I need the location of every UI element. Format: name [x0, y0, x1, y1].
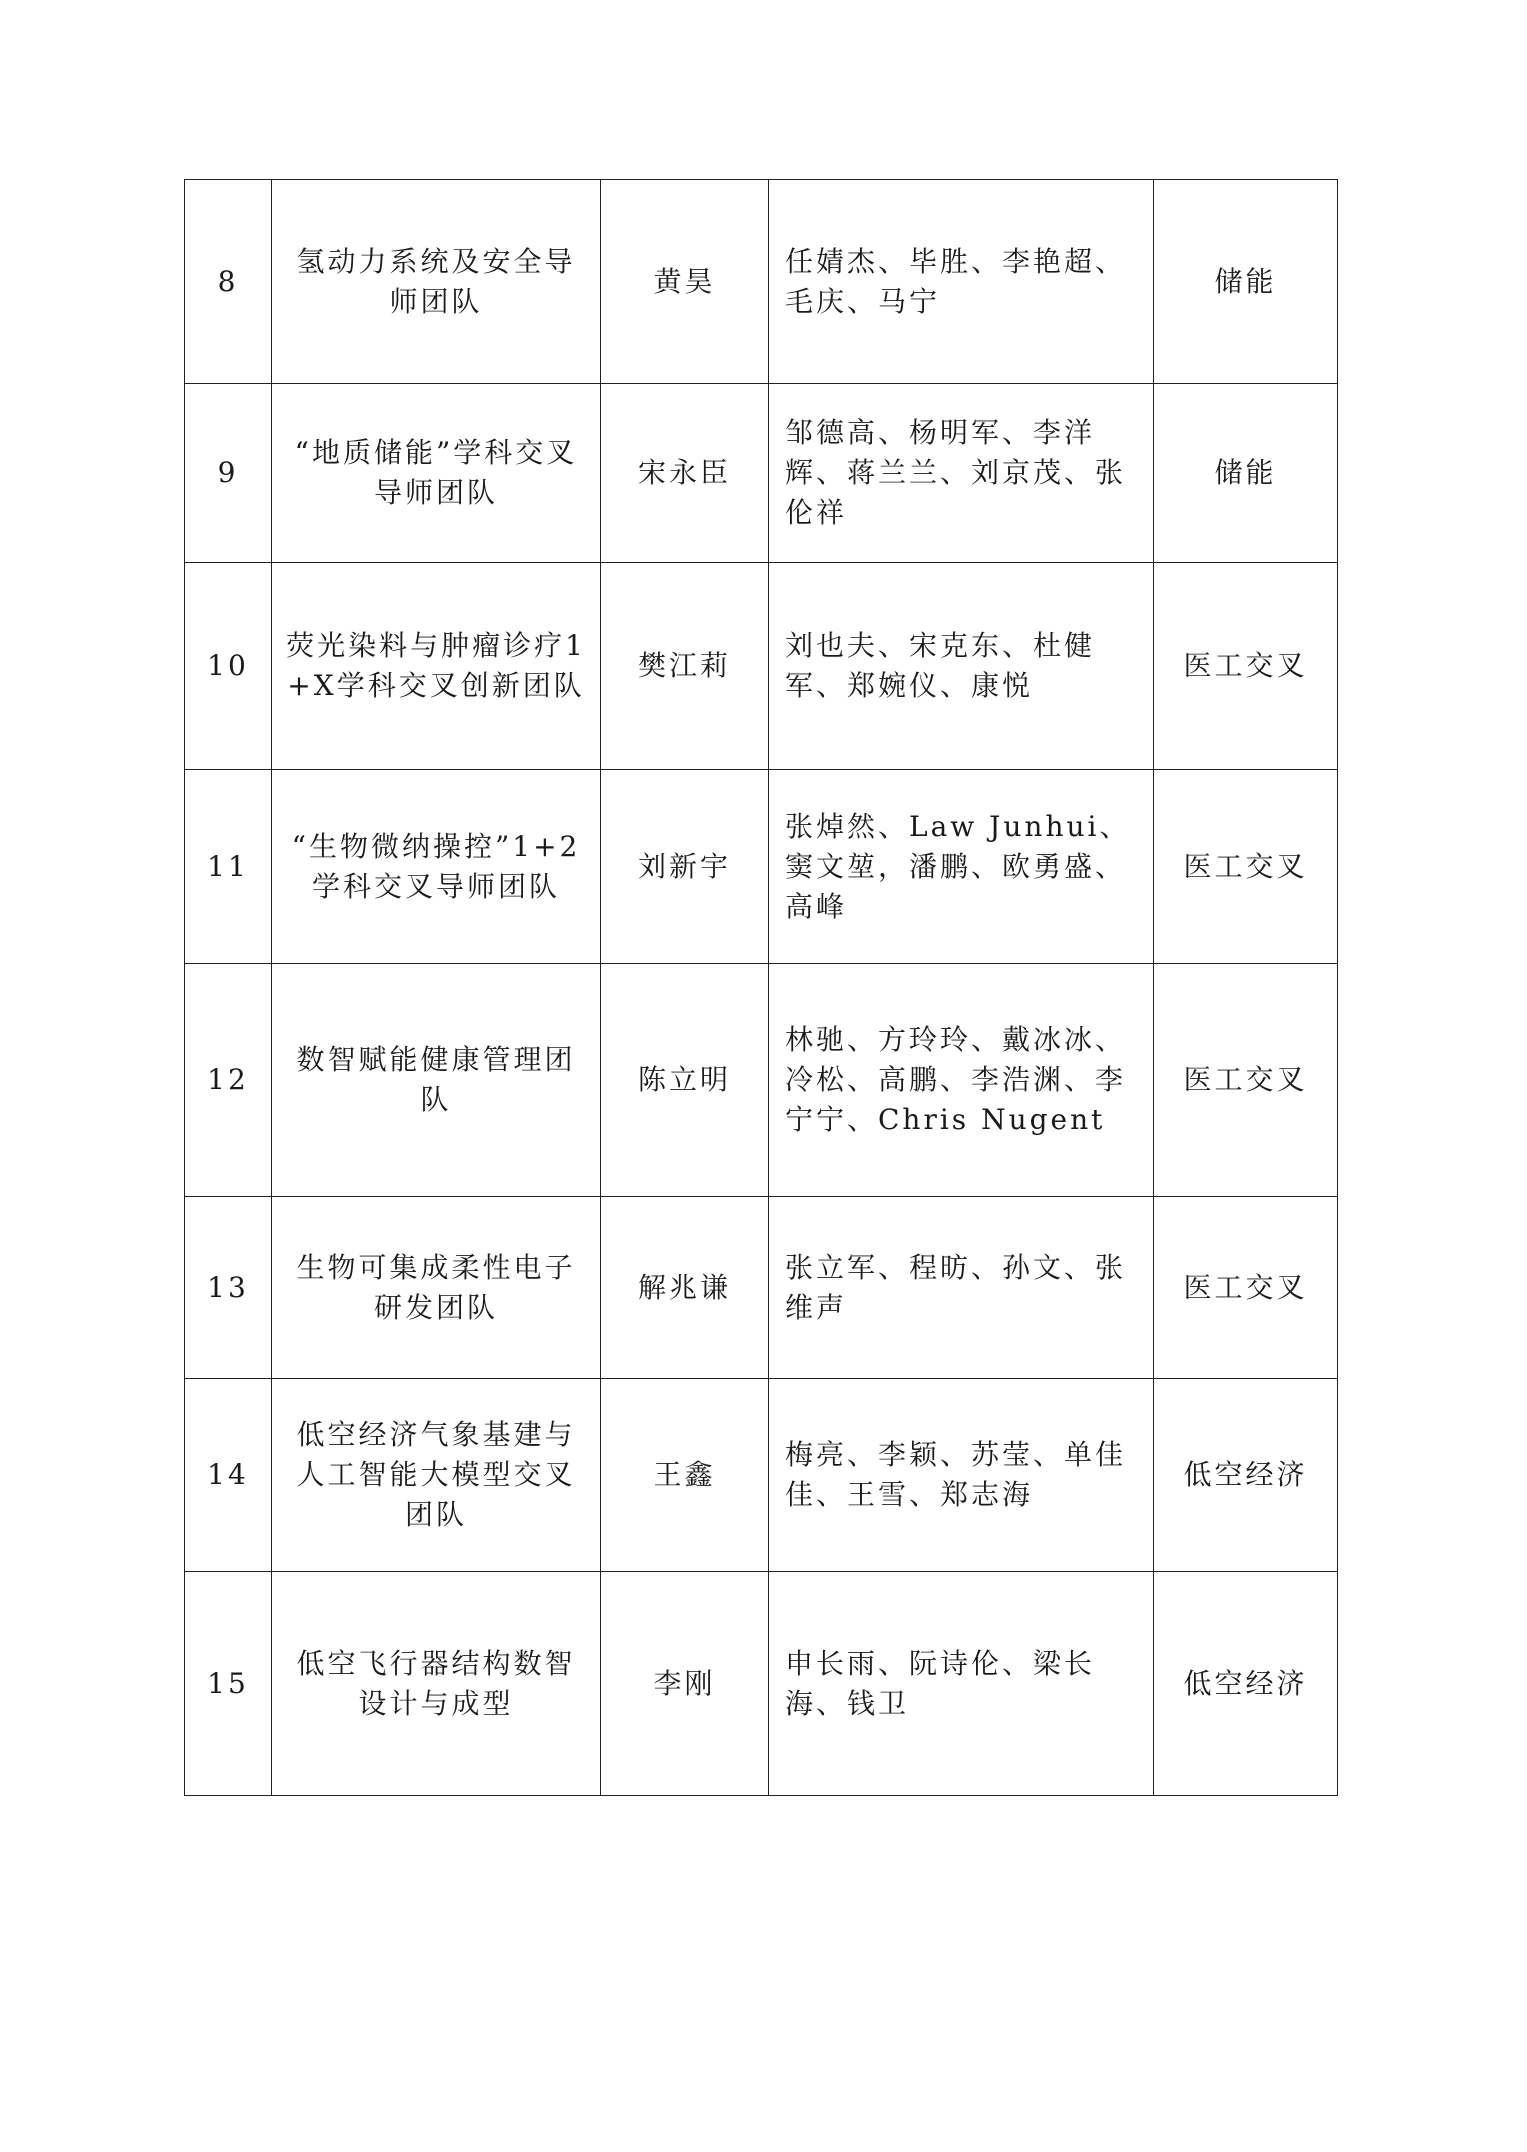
table-row: [185, 1197, 1338, 1379]
team-leader: 解兆谦: [601, 1197, 769, 1379]
team-members: 张焯然、Law Junhui、窦文堃，潘鹏、欧勇盛、高峰: [769, 770, 1154, 964]
team-members: 林驰、方玲玲、戴冰冰、冷松、高鹏、李浩渊、李宁宁、Chris Nugent: [769, 964, 1154, 1197]
team-leader: 宋永臣: [601, 384, 769, 563]
team-leader: 陈立明: [601, 964, 769, 1197]
team-leader: 樊江莉: [601, 563, 769, 770]
row-index: 10: [185, 563, 272, 770]
table-row: [185, 563, 1338, 770]
team-members: 张立军、程昉、孙文、张维声: [769, 1197, 1154, 1379]
team-field: 医工交叉: [1154, 964, 1338, 1197]
row-index: 11: [185, 770, 272, 964]
row-index: 13: [185, 1197, 272, 1379]
team-field: 医工交叉: [1154, 563, 1338, 770]
row-index: 12: [185, 964, 272, 1197]
team-name: “生物微纳操控”1+2学科交叉导师团队: [272, 770, 601, 964]
team-members: 任婧杰、毕胜、李艳超、毛庆、马宁: [769, 180, 1154, 384]
team-members: 邹德高、杨明军、李洋辉、蒋兰兰、刘京茂、张伦祥: [769, 384, 1154, 563]
team-name: 低空经济气象基建与人工智能大模型交叉团队: [272, 1379, 601, 1572]
team-members: 梅亮、李颖、苏莹、单佳佳、王雪、郑志海: [769, 1379, 1154, 1572]
team-field: 医工交叉: [1154, 770, 1338, 964]
team-members: 申长雨、阮诗伦、梁长海、钱卫: [769, 1572, 1154, 1796]
table-row: [185, 1572, 1338, 1796]
team-field: 低空经济: [1154, 1572, 1338, 1796]
team-leader: 李刚: [601, 1572, 769, 1796]
team-field: 储能: [1154, 384, 1338, 563]
team-name: 氢动力系统及安全导师团队: [272, 180, 601, 384]
team-field: 低空经济: [1154, 1379, 1338, 1572]
table-row: [185, 770, 1338, 964]
team-name: 荧光染料与肿瘤诊疗1+X学科交叉创新团队: [272, 563, 601, 770]
team-leader: 黄昊: [601, 180, 769, 384]
team-name: 数智赋能健康管理团队: [272, 964, 601, 1197]
team-name: 低空飞行器结构数智设计与成型: [272, 1572, 601, 1796]
table-row: [185, 384, 1338, 563]
table-row: [185, 964, 1338, 1197]
row-index: 14: [185, 1379, 272, 1572]
table-row: [185, 1379, 1338, 1572]
team-name: 生物可集成柔性电子研发团队: [272, 1197, 601, 1379]
team-field: 储能: [1154, 180, 1338, 384]
row-index: 15: [185, 1572, 272, 1796]
table-row: [185, 180, 1338, 384]
row-index: 9: [185, 384, 272, 563]
team-table: [184, 179, 1338, 1796]
team-members: 刘也夫、宋克东、杜健军、郑婉仪、康悦: [769, 563, 1154, 770]
row-index: 8: [185, 180, 272, 384]
team-name: “地质储能”学科交叉导师团队: [272, 384, 601, 563]
team-leader: 王鑫: [601, 1379, 769, 1572]
team-leader: 刘新宇: [601, 770, 769, 964]
team-field: 医工交叉: [1154, 1197, 1338, 1379]
